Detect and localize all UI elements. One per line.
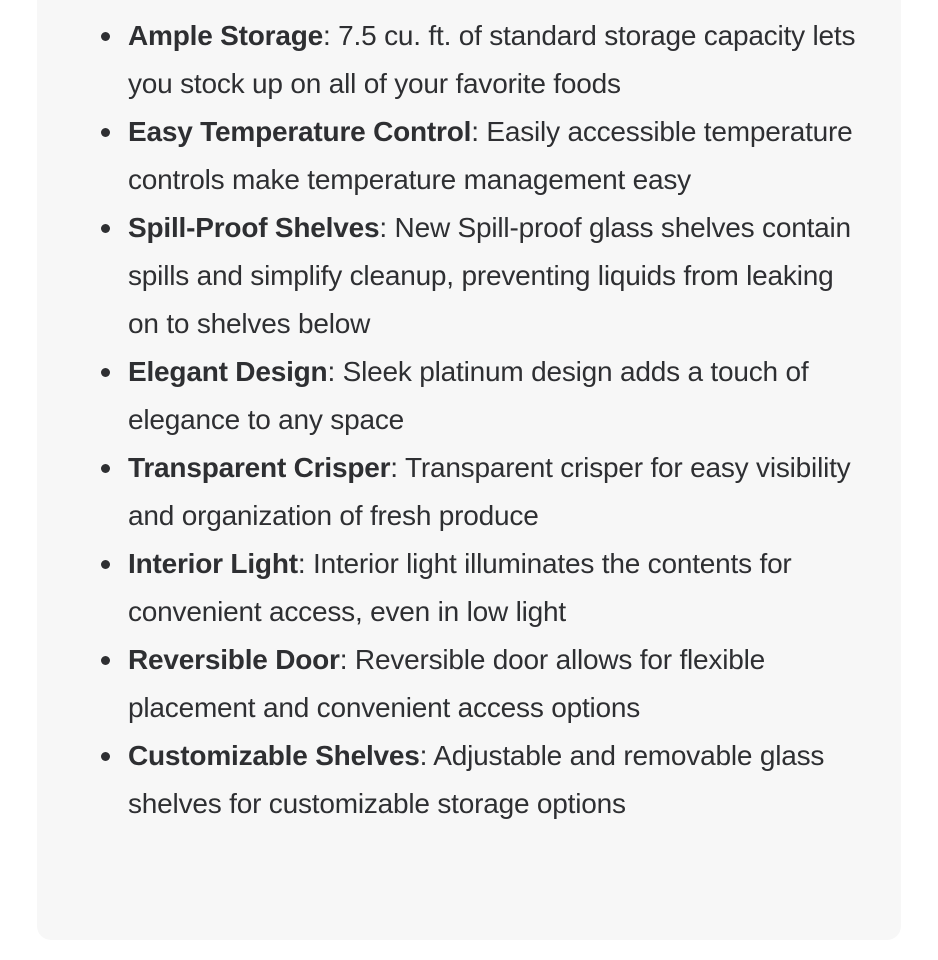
feature-item-spill-proof-shelves [128,204,868,348]
feature-description: Sleek platinum design adds a touch of elegance to any space [128,356,809,435]
feature-description: Adjustable and removable glass shelves for customizable storage options [128,740,825,819]
feature-separator: : [323,20,339,51]
bullet-icon [101,560,110,569]
feature-separator: : [390,452,405,483]
feature-description: New Spill-proof glass shelves contain spills and simplify cleanup, preventing liquids from leaking on to shelves below [128,212,851,339]
feature-separator: : [471,116,487,147]
feature-separator: : [379,212,395,243]
feature-name: Easy Temperature Control [128,116,472,147]
feature-name: Customizable Shelves [128,740,420,771]
feature-separator: : [339,644,355,675]
bullet-icon [101,752,110,761]
feature-name: Ample Storage [128,20,323,51]
feature-separator: : [419,740,434,771]
feature-item-interior-light [128,540,868,636]
feature-description: 7.5 cu. ft. of standard storage capacity lets you stock up on all of your favorite foods [128,20,856,99]
feature-item-reversible-door [128,636,868,732]
feature-name: Reversible Door [128,644,340,675]
bullet-icon [101,224,110,233]
feature-item-ample-storage [128,12,868,108]
feature-description: Interior light illuminates the contents for convenient access, even in low light [128,548,792,627]
feature-name: Transparent Crisper [128,452,391,483]
feature-item-elegant-design [128,348,868,444]
bullet-icon [101,464,110,473]
feature-description: Easily accessible temperature controls make temperature management easy [128,116,853,195]
feature-description: Reversible door allows for flexible placement and convenient access options [128,644,765,723]
bullet-icon [101,128,110,137]
feature-name: Spill-Proof Shelves [128,212,380,243]
feature-item-customizable-shelves [128,732,868,828]
feature-item-transparent-crisper [128,444,868,540]
feature-name: Interior Light [128,548,298,579]
feature-description: Transparent crisper for easy visibility and organization of fresh produce [128,452,851,531]
feature-list [128,12,868,828]
bullet-icon [101,656,110,665]
bullet-icon [101,368,110,377]
feature-name: Elegant Design [128,356,328,387]
feature-separator: : [297,548,314,579]
bullet-icon [101,32,110,41]
feature-separator: : [327,356,343,387]
feature-item-easy-temperature-control [128,108,868,204]
